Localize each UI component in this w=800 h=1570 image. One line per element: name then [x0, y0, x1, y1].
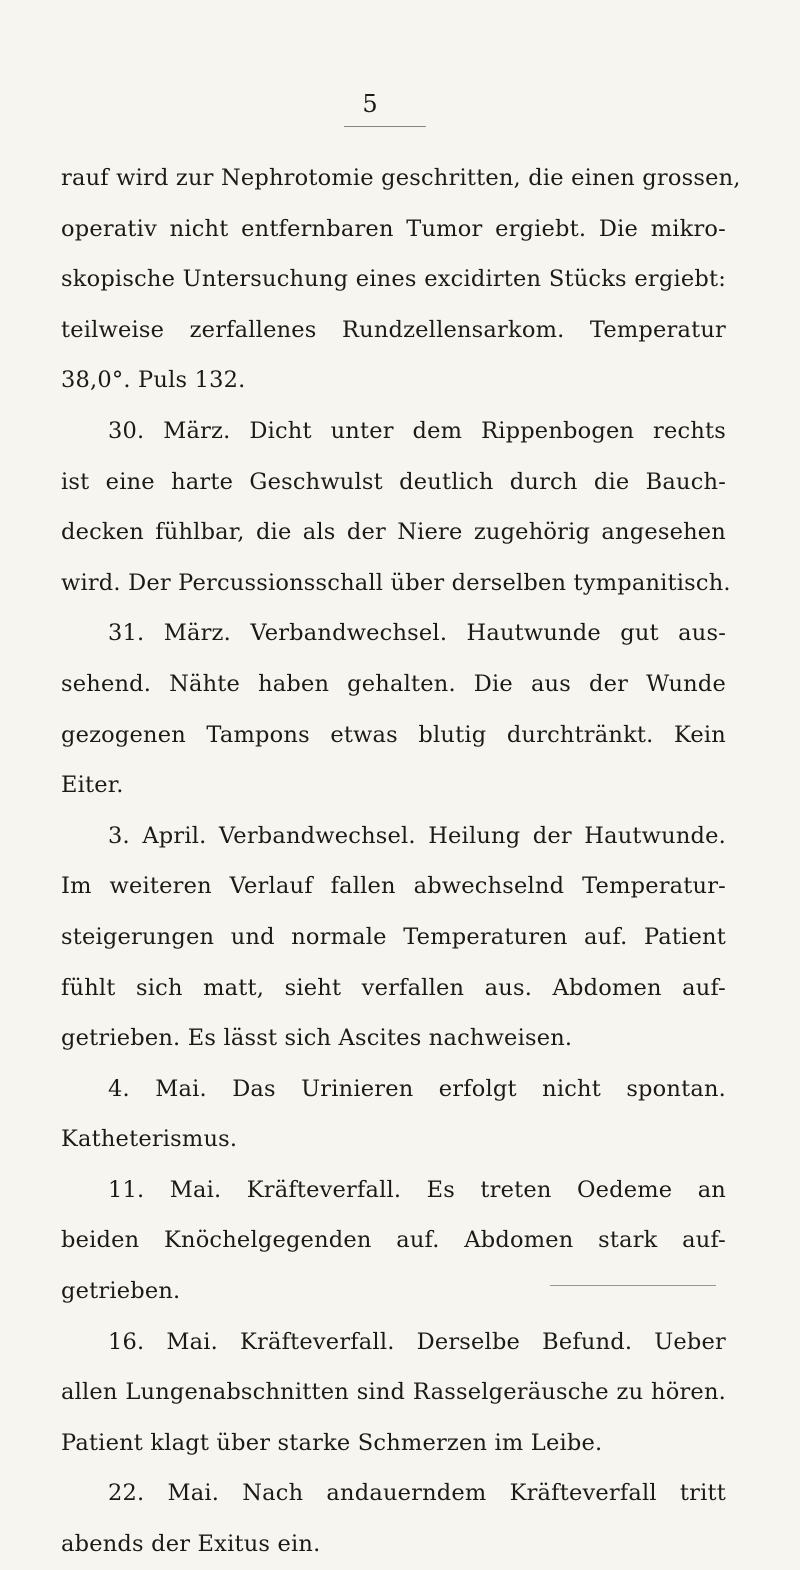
text-line: beiden Knöchelgegenden auf. Abdomen stark auf- — [61, 1227, 726, 1254]
header-rule — [344, 126, 426, 127]
text-line: rauf wird zur Nephrotomie geschritten, die einen grossen, — [61, 165, 741, 191]
text-line: 30. März. Dicht unter dem Rippenbogen rechts — [108, 417, 726, 444]
body-text — [61, 153, 741, 1570]
text-line: fühlt sich matt, sieht verfallen aus. Abdomen auf- — [61, 974, 726, 1001]
text-line: Katheterismus. — [61, 1126, 238, 1153]
text-line: abends der Exitus ein. — [61, 1531, 321, 1558]
text-line: wird. Der Percussionsschall über derselben tympanitisch. — [61, 569, 731, 596]
text-line: getrieben. — [61, 1278, 181, 1305]
page-number: 5 — [362, 90, 378, 118]
text-line: decken fühlbar, die als der Niere zugehörig angesehen — [61, 519, 726, 546]
text-line: 22. Mai. Nach andauerndem Kräfteverfall tritt — [108, 1480, 726, 1507]
text-line: operativ nicht entfernbaren Tumor ergiebt. Die mikro- — [61, 215, 726, 242]
text-line: ist eine harte Geschwulst deutlich durch die Bauch- — [61, 468, 726, 495]
text-line: 11. Mai. Kräfteverfall. Es treten Oedeme an — [108, 1176, 726, 1203]
footer-rule — [550, 1285, 716, 1286]
text-line: allen Lungenabschnitten sind Rasselgeräusche zu hören. — [61, 1379, 726, 1406]
text-line: 38,0°. Puls 132. — [61, 367, 246, 394]
text-line: sehend. Nähte haben gehalten. Die aus der Wunde — [61, 670, 726, 697]
text-line: steigerungen und normale Temperaturen auf. Patient — [61, 923, 726, 950]
text-line: teilweise zerfallenes Rundzellensarkom. Temperatur — [61, 316, 726, 343]
text-line: 3. April. Verbandwechsel. Heilung der Hautwunde. — [108, 822, 726, 849]
text-line: Eiter. — [61, 772, 124, 799]
text-line: 4. Mai. Das Urinieren erfolgt nicht spontan. — [108, 1075, 726, 1102]
text-line: skopische Untersuchung eines excidirten Stücks ergiebt: — [61, 266, 726, 293]
text-line: 16. Mai. Kräfteverfall. Derselbe Befund. Ueber — [108, 1328, 726, 1355]
text-line: getrieben. Es lässt sich Ascites nachweisen. — [61, 1025, 573, 1052]
text-line: 31. März. Verbandwechsel. Hautwunde gut aus- — [108, 620, 726, 647]
text-line: gezogenen Tampons etwas blutig durchtränkt. Kein — [61, 721, 726, 748]
text-line: Patient klagt über starke Schmerzen im Leibe. — [61, 1429, 603, 1456]
text-line: Im weiteren Verlauf fallen abwechselnd Temperatur- — [61, 873, 726, 900]
